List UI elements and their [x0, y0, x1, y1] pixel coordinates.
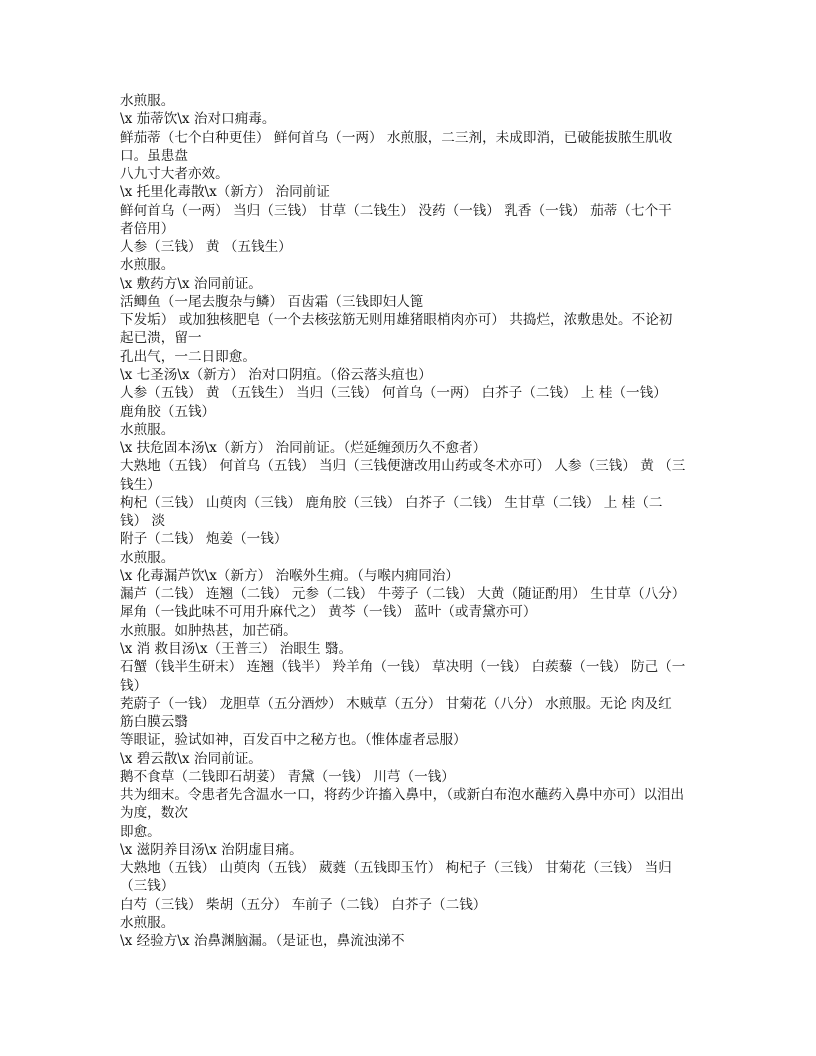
text-line: 水煎服。 [120, 257, 175, 274]
text-line: 鲜何首乌（一两） 当归（三钱） 甘草（二钱生） 没药（一钱） 乳香（一钱） 茄蒂（七个干 [120, 202, 672, 219]
text-line: \x 滋阴养目汤\x 治阴虚目痛。 [120, 841, 303, 858]
text-line: 大熟地（五钱） 山萸肉（五钱） 葳蕤（五钱即玉竹） 枸杞子（三钱） 甘菊花（三钱） 当归 [120, 860, 672, 877]
text-line: 等眼证，验试如神，百发百中之秘方也。（惟体虚者忌服） [120, 732, 467, 749]
text-line: 水煎服。 [120, 549, 175, 566]
text-line: 鹿角胶（五钱） [120, 403, 216, 420]
text-line: \x 茄蒂饮\x 治对口痈毒。 [120, 111, 276, 128]
text-line: 石蟹（钱半生研末） 连翘（钱半） 羚羊角（一钱） 草决明（一钱） 白蒺藜（一钱） 防己（一 [120, 659, 686, 676]
text-line: 水煎服。 [120, 93, 175, 109]
text-line: （三钱） [120, 878, 175, 895]
text-line: 口。虽患盘 [120, 147, 188, 164]
text-line: 钱生） [120, 476, 161, 493]
text-line: 筋白膜云翳 [120, 714, 188, 731]
text-line: \x 经验方\x 治鼻渊脑漏。（是证也，鼻流浊涕不 [120, 933, 405, 950]
text-line: 人参（三钱） 黄 （五钱生） [120, 239, 292, 256]
text-line: 大熟地（五钱） 何首乌（五钱） 当归（三钱便溏改用山药或冬术亦可） 人参（三钱） 黄 （三 [120, 458, 686, 475]
text-line: \x 托里化毒散\x（新方） 治同前证 [120, 184, 330, 201]
text-line: 八九寸大者亦效。 [120, 166, 229, 183]
text-line: 钱） 淡 [120, 513, 166, 530]
text-line: \x 化毒漏芦饮\x（新方） 治喉外生痈。（与喉内痈同治） [120, 567, 459, 584]
text-line: 起已溃，留一 [120, 330, 202, 347]
document-body [120, 92, 710, 950]
text-line: 茺蔚子（一钱） 龙胆草（五分酒炒） 木贼草（五分） 甘菊花（八分） 水煎服。无论 肉及红 [120, 695, 672, 712]
text-line: 水煎服。 [120, 421, 175, 438]
text-line: 下发垢） 或加独核肥皂（一个去核弦筋无则用雄猪眼梢肉亦可） 共捣烂，浓敷患处。不论初 [120, 312, 673, 329]
text-line: 活鲫鱼（一尾去腹杂与鳞） 百齿霜（三钱即妇人篦 [120, 293, 424, 310]
text-line: 者倍用） [120, 220, 175, 237]
text-line: 共为细末。令患者先含温水一口，将药少许搐入鼻中，（或新白布泡水蘸药入鼻中亦可）以泪出 [120, 787, 685, 804]
text-line: 犀角（一钱此味不可用升麻代之） 黄芩（一钱） 蓝叶（或青黛亦可） [120, 604, 537, 621]
text-line: 鹅不食草（二钱即石胡荽） 青黛（一钱） 川芎（一钱） [120, 768, 455, 785]
text-line: 孔出气，一二日即愈。 [120, 348, 256, 365]
text-line: 为度，数次 [120, 805, 188, 822]
text-line: 水煎服。如肿热甚，加芒硝。 [120, 622, 297, 639]
text-line: 鲜茄蒂（七个白种更佳） 鲜何首乌（一两） 水煎服，二三剂，未成即消，已破能拔脓生肌收 [120, 129, 673, 146]
text-line: \x 七圣汤\x（新方） 治对口阴疽。（俗云落头疽也） [120, 366, 432, 383]
text-line: 即愈。 [120, 823, 161, 840]
text-line: 枸杞（三钱） 山萸肉（三钱） 鹿角胶（三钱） 白芥子（二钱） 生甘草（二钱） 上 桂（二 [120, 494, 663, 511]
text-line: \x 碧云散\x 治同前证。 [120, 750, 262, 767]
text-line: \x 扶危固本汤\x（新方） 治同前证。（烂延缠颈历久不愈者） [120, 440, 487, 457]
text-line: 漏芦（二钱） 连翘（二钱） 元参（二钱） 牛蒡子（二钱） 大黄（随证酌用） 生甘草（八分） [120, 586, 686, 603]
text-line: 人参（五钱） 黄 （五钱生） 当归（三钱） 何首乌（一两） 白芥子（二钱） 上 桂（一钱） [120, 385, 667, 402]
text-line: \x 敷药方\x 治同前证。 [120, 275, 262, 292]
text-line: 附子（二钱） 炮姜（一钱） [120, 531, 288, 548]
text-line: 水煎服。 [120, 914, 175, 931]
text-line: \x 消 救目汤\x（王普三） 治眼生 翳。 [120, 640, 353, 657]
text-line: 钱） [120, 677, 148, 694]
text-line: 白芍（三钱） 柴胡（五分） 车前子（二钱） 白芥子（二钱） [120, 896, 487, 913]
